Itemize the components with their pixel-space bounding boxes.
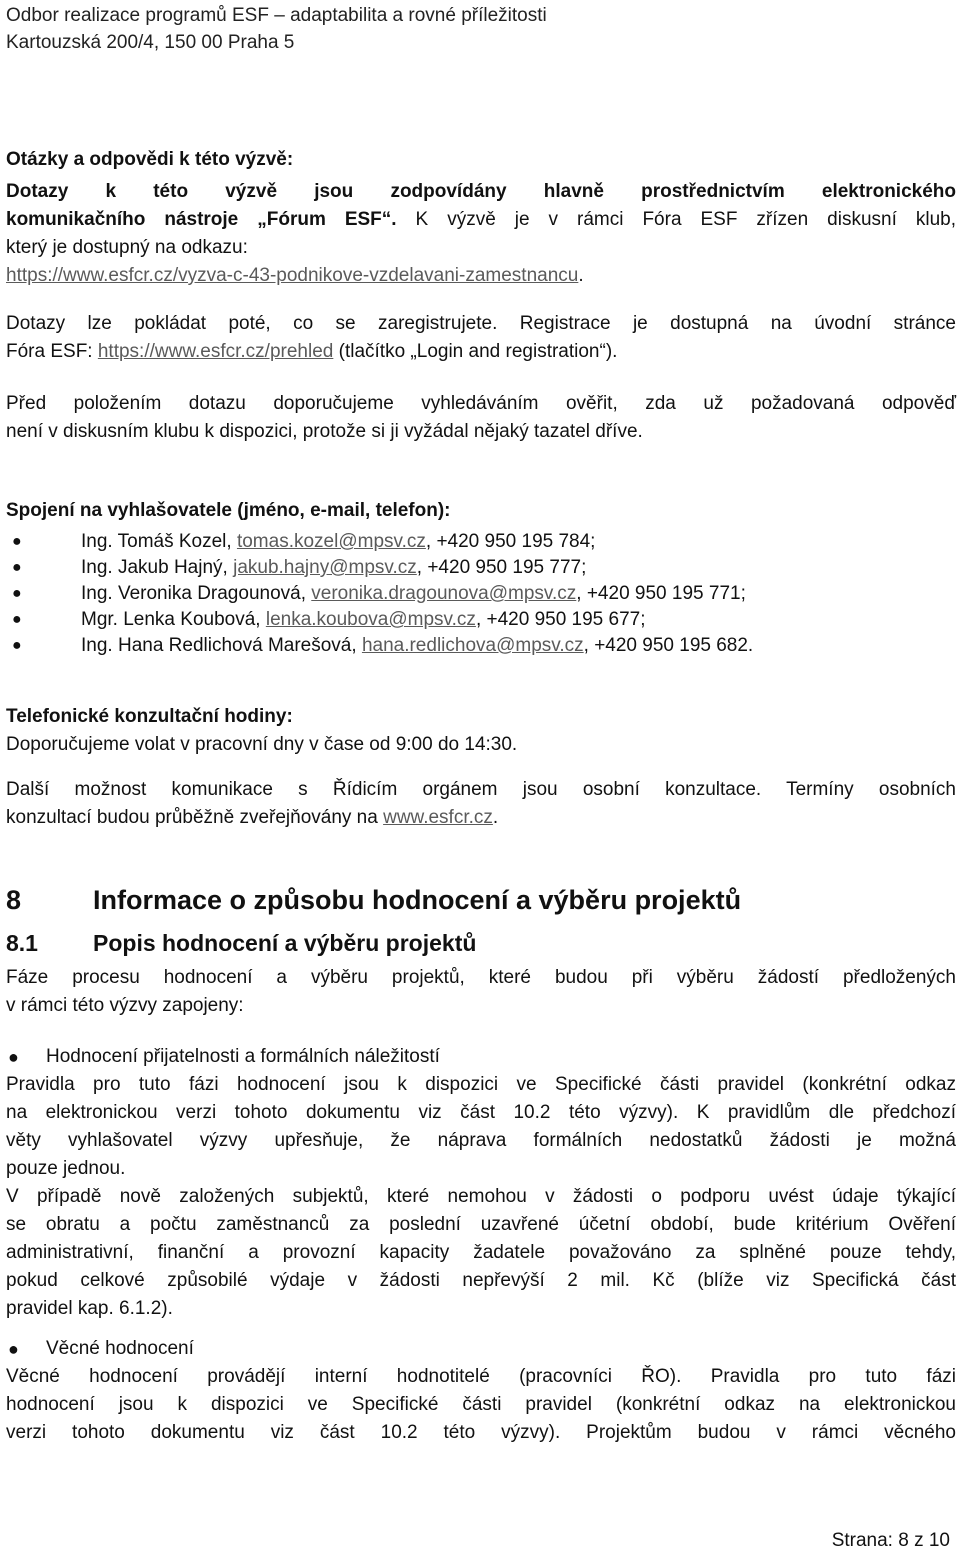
contact-phone: , +420 950 195 771;: [576, 583, 746, 604]
bullet-icon: ●: [8, 1047, 19, 1067]
qa-line-2-rest: K výzvě je v rámci Fóra ESF zřízen diskusní klub,: [396, 209, 956, 230]
header-address: Kartouzská 200/4, 150 00 Praha 5: [6, 32, 295, 53]
phase-1-p1-line: na elektronickou verzi tohoto dokumentu viz část 10.2 této výzvy). K pravidlům dle předchozí: [6, 1102, 956, 1123]
phase-1-p2-line: V případě nově založených subjektů, které nemohou v žádosti o podporu uvést údaje týkající: [6, 1186, 956, 1207]
phase-2-line: verzi tohoto dokumentu viz část 10.2 této výzvy). Projektům budou v rámci věcného: [6, 1422, 956, 1443]
consultation-line-2: [6, 804, 956, 832]
bullet-icon: ●: [8, 1339, 19, 1359]
phone-hours-section: [6, 703, 956, 759]
qa-line-4: [6, 262, 956, 290]
contact-name: Ing. Jakub Hajný,: [81, 557, 234, 578]
contact-phone: , +420 950 195 784;: [425, 531, 596, 552]
contacts-section: [6, 497, 956, 659]
contact-item: [6, 581, 956, 607]
phase-1-p2-last: pravidel kap. 6.1.2).: [6, 1298, 173, 1319]
contact-phone: , +420 950 195 677;: [475, 609, 646, 630]
phase-2-section: [6, 1335, 956, 1447]
phase-1-title: [6, 1043, 956, 1071]
contact-name: Ing. Tomáš Kozel,: [81, 531, 237, 552]
contact-email-link[interactable]: lenka.koubova@mpsv.cz: [265, 609, 476, 630]
subsection-title: Popis hodnocení a výběru projektů: [93, 930, 477, 956]
qa-line-3: který je dostupný na odkazu:: [6, 237, 248, 258]
phone-hours-title: Telefonické konzultační hodiny:: [6, 706, 293, 727]
phase-1-section: [6, 1043, 956, 1323]
registration-suffix: (tlačítko „Login and registration“).: [333, 341, 618, 362]
search-line-1: Před položením dotazu doporučujeme vyhledáváním ověřit, zda už požadovaná odpověď: [6, 393, 956, 414]
contact-name: Ing. Veronika Dragounová,: [81, 583, 312, 604]
contact-name: Mgr. Lenka Koubová,: [81, 609, 266, 630]
phase-1-p2-line: pokud celkové způsobilé výdaje v žádosti nepřevýší 2 mil. Kč (blíže viz Specifická část: [6, 1270, 956, 1291]
contact-phone: , +420 950 195 777;: [416, 557, 587, 578]
contact-item: [6, 555, 956, 581]
esfcr-link[interactable]: www.esfcr.cz: [383, 807, 493, 828]
search-advice: [6, 390, 956, 446]
section-title: Informace o způsobu hodnocení a výběru projektů: [93, 885, 742, 915]
forum-overview-link[interactable]: https://www.esfcr.cz/prehled: [97, 341, 334, 362]
phase-1-title-text: Hodnocení přijatelnosti a formálních náležitostí: [46, 1046, 440, 1067]
phase-2-title: [6, 1335, 956, 1363]
forum-club-link[interactable]: https://www.esfcr.cz/vyzva-c-43-podnikove-vzdelavani-zamestnancu: [6, 265, 579, 286]
intro-line-2: v rámci této výzvy zapojeny:: [6, 995, 244, 1016]
contact-item: [6, 529, 956, 555]
bullet-icon: ●: [12, 611, 22, 628]
page-header: [6, 2, 547, 56]
registration-line-2: [6, 338, 956, 366]
contact-item: [6, 607, 956, 633]
bullet-icon: ●: [12, 585, 22, 602]
contacts-list: [6, 529, 956, 659]
qa-title: Otázky a odpovědi k této výzvě:: [6, 149, 294, 170]
document-page: [6, 0, 956, 1557]
section-8-1-intro: [6, 964, 956, 1020]
phase-1-p2-line: se obratu a počtu zaměstnanců za poslední uzavřené účetní období, bude kritérium Ověření: [6, 1214, 956, 1235]
subsection-number: 8.1: [6, 930, 38, 956]
contact-email-link[interactable]: veronika.dragounova@mpsv.cz: [311, 583, 577, 604]
contact-name: Ing. Hana Redlichová Marešová,: [81, 635, 362, 656]
qa-line-1: Dotazy k této výzvě jsou zodpovídány hlavně prostřednictvím elektronického: [6, 181, 956, 202]
qa-line-2: [6, 206, 956, 234]
contact-email-link[interactable]: hana.redlichova@mpsv.cz: [361, 635, 584, 656]
phase-1-p2-line: administrativní, finanční a provozní kapacity žadatele považováno za splněné pouze tehdy,: [6, 1242, 956, 1263]
header-department: Odbor realizace programů ESF – adaptabilita a rovné příležitosti: [6, 5, 547, 26]
phone-hours-text: Doporučujeme volat v pracovní dny v čase od 9:00 do 14:30.: [6, 734, 518, 755]
section-8-1-heading: [6, 928, 956, 958]
registration-line-1: Dotazy lze pokládat poté, co se zaregistrujete. Registrace je dostupná na úvodní stránce: [6, 313, 956, 334]
phase-2-title-text: Věcné hodnocení: [46, 1338, 194, 1359]
contact-item: [6, 633, 956, 659]
phase-2-line: Věcné hodnocení provádějí interní hodnotitelé (pracovníci ŘO). Pravidla pro tuto fázi: [6, 1366, 956, 1387]
consultation-suffix: .: [492, 807, 499, 828]
contact-email-link[interactable]: tomas.kozel@mpsv.cz: [236, 531, 426, 552]
qa-section: [6, 146, 956, 290]
contact-email-link[interactable]: jakub.hajny@mpsv.cz: [233, 557, 417, 578]
bullet-icon: ●: [12, 637, 22, 654]
consultation-section: [6, 776, 956, 832]
phase-1-p1-line: věty vyhlašovatel výzvy upřesňuje, že náprava formálních nedostatků žádosti je možná: [6, 1130, 956, 1151]
phase-2-line: hodnocení jsou k dispozici ve Specifické části pravidel (konkrétní odkaz na elektronickou: [6, 1394, 956, 1415]
page-number: Strana: 8 z 10: [831, 1530, 950, 1551]
bullet-icon: ●: [12, 559, 22, 576]
phase-1-p1-line: Pravidla pro tuto fázi hodnocení jsou k dispozici ve Specifické části pravidel (konkrétní odkaz: [6, 1074, 956, 1095]
consultation-prefix: konzultací budou průběžně zveřejňovány na: [6, 807, 384, 828]
section-number: 8: [6, 885, 22, 915]
intro-line-1: Fáze procesu hodnocení a výběru projektů, které budou při výběru žádostí předložených: [6, 967, 956, 988]
consultation-line-1: Další možnost komunikace s Řídicím orgánem jsou osobní konzultace. Termíny osobních: [6, 779, 956, 800]
registration-section: [6, 310, 956, 366]
phase-1-p1-last: pouze jednou.: [6, 1158, 126, 1179]
section-8-heading: [6, 882, 956, 918]
search-line-2: není v diskusním klubu k dispozici, protože si ji vyžádal nějaký tazatel dříve.: [6, 421, 643, 442]
registration-prefix: Fóra ESF:: [6, 341, 98, 362]
bullet-icon: ●: [12, 533, 22, 550]
contact-phone: , +420 950 195 682.: [583, 635, 754, 656]
qa-link-after: .: [578, 265, 584, 286]
contacts-title: Spojení na vyhlašovatele (jméno, e-mail, telefon):: [6, 500, 451, 521]
forum-esf-label: komunikačního nástroje „Fórum ESF“.: [6, 209, 397, 230]
